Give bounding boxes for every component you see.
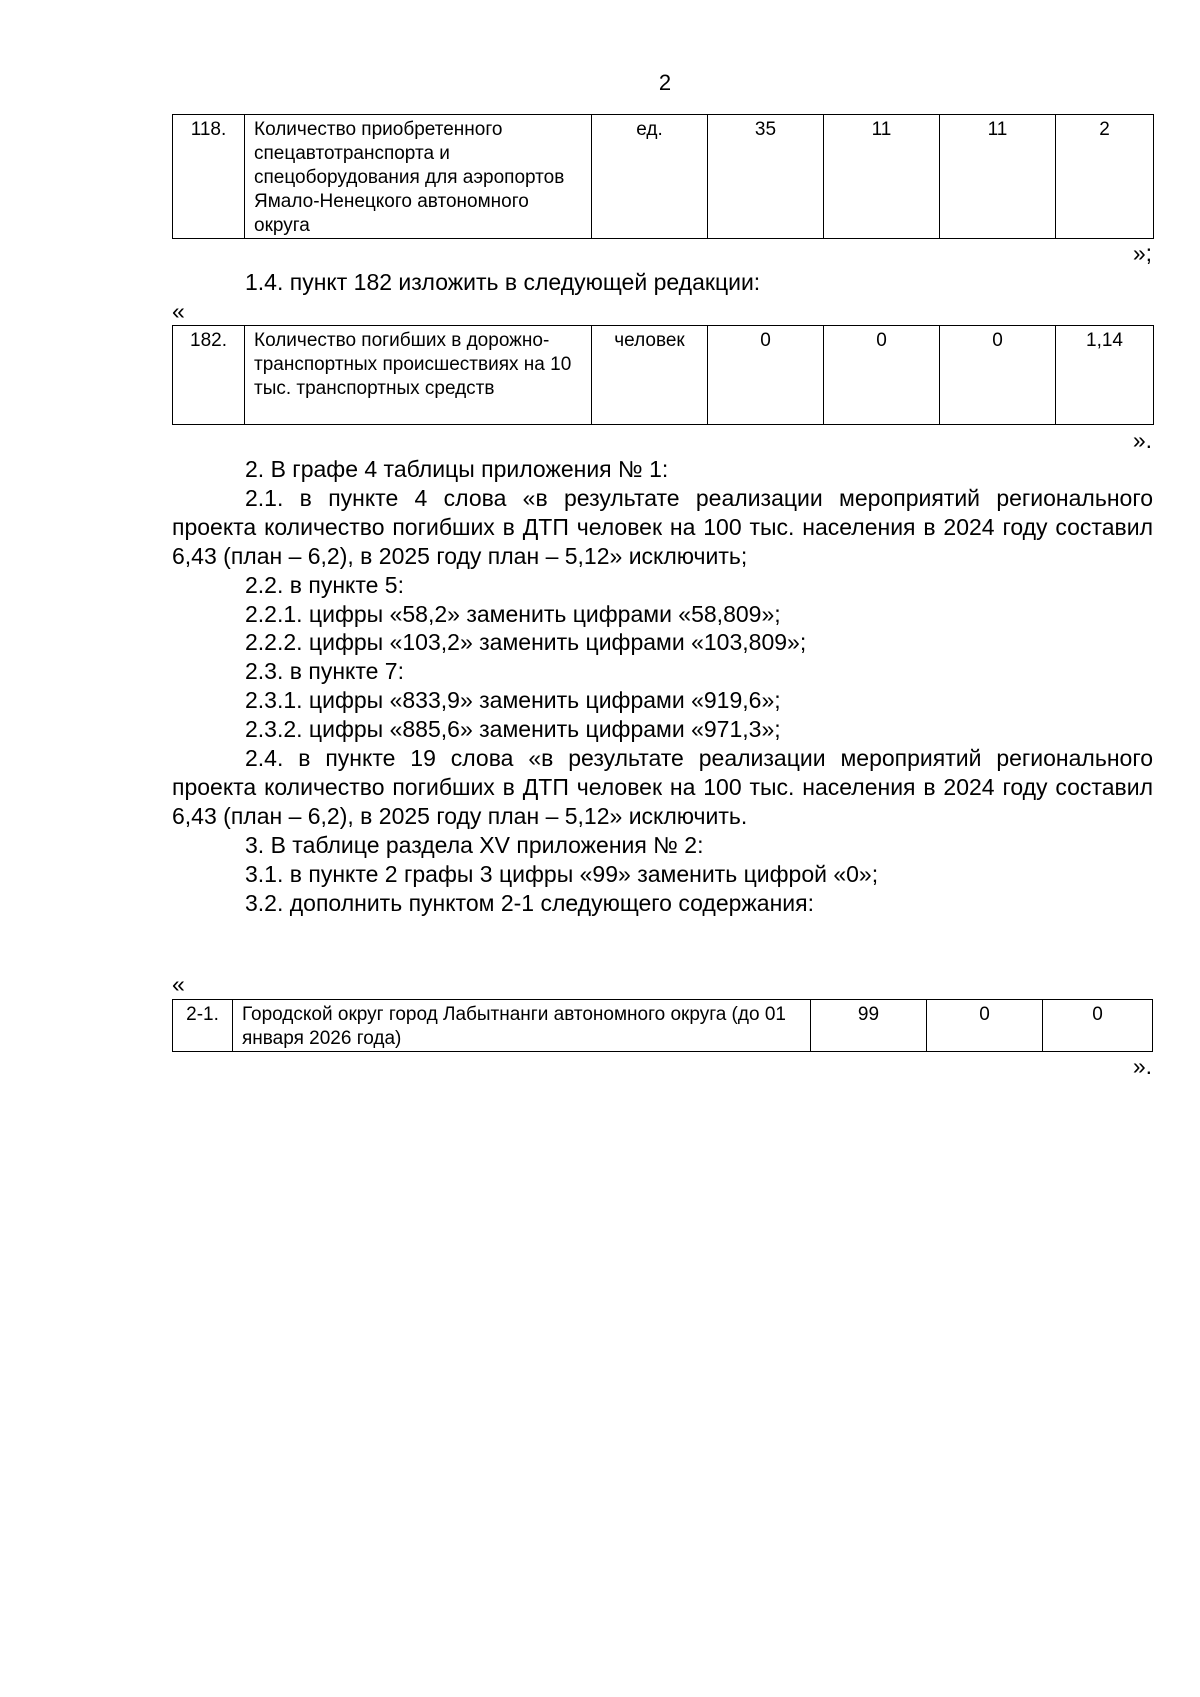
paragraph: 3. В таблице раздела XV приложения № 2: <box>245 831 704 858</box>
page-number: 2 <box>658 70 672 95</box>
closing-quote: ». <box>1132 427 1152 453</box>
paragraph: 3.1. в пункте 2 графы 3 цифры «99» заменить цифрой «0»; <box>245 860 879 887</box>
unit: человек <box>592 326 708 425</box>
value-cell: 35 <box>708 115 824 239</box>
paragraph: 2.3.2. цифры «885,6» заменить цифрами «971,3»; <box>245 716 781 743</box>
value-cell: 0 <box>927 1000 1043 1052</box>
paragraph: 2.2.1. цифры «58,2» заменить цифрами «58,809»; <box>245 600 781 627</box>
closing-quote: »; <box>1132 240 1152 266</box>
paragraph: 2.3. в пункте 7: <box>245 658 404 685</box>
amendment-text <box>172 455 1153 918</box>
indicator-table-182 <box>172 325 1154 425</box>
opening-quote: « <box>172 298 185 324</box>
value-cell: 0 <box>940 326 1056 425</box>
row-number: 118. <box>173 115 245 239</box>
table-row <box>173 1000 1153 1052</box>
row-number: 2-1. <box>173 1000 233 1052</box>
opening-quote: « <box>172 971 185 997</box>
paragraph: 2. В графе 4 таблицы приложения № 1: <box>245 456 669 482</box>
value-cell: 1,14 <box>1056 326 1154 425</box>
paragraph: 2.4. в пункте 19 слова «в результате реализации мероприятий регионального проекта количество погибших в ДТП человек на 100 тыс. населения в 2024 году составил 6,43 (план – 6,2), в 2025 году план – 5,12» исключить. <box>172 745 1153 829</box>
paragraph: 2.2. в пункте 5: <box>245 571 404 598</box>
indicator-table-118 <box>172 114 1154 239</box>
value-cell: 0 <box>1043 1000 1153 1052</box>
value-cell: 11 <box>824 115 940 239</box>
value-cell: 2 <box>1056 115 1154 239</box>
paragraph: 1.4. пункт 182 изложить в следующей редакции: <box>245 269 761 295</box>
closing-quote: ». <box>1132 1053 1152 1079</box>
table-row <box>173 326 1154 425</box>
value-cell: 0 <box>824 326 940 425</box>
value-cell: 0 <box>708 326 824 425</box>
unit: ед. <box>592 115 708 239</box>
value-cell: 99 <box>811 1000 927 1052</box>
indicator-name: Количество погибших в дорожно-транспортных происшествиях на 10 тыс. транспортных средств <box>245 326 592 425</box>
value-cell: 11 <box>940 115 1056 239</box>
instruction-1-4 <box>172 268 1153 297</box>
municipality-table <box>172 999 1153 1052</box>
row-number: 182. <box>173 326 245 425</box>
indicator-name: Количество приобретенного спецавтотранспорта и спецоборудования для аэропортов Ямало-Ненецкого автономного округа <box>245 115 592 239</box>
paragraph: 2.2.2. цифры «103,2» заменить цифрами «103,809»; <box>245 629 807 656</box>
paragraph: 3.2. дополнить пунктом 2-1 следующего содержания: <box>245 889 814 916</box>
table-row <box>173 115 1154 239</box>
paragraph: 2.3.1. цифры «833,9» заменить цифрами «919,6»; <box>245 687 781 714</box>
municipality-name: Городской округ город Лабытнанги автономного округа (до 01 января 2026 года) <box>233 1000 811 1052</box>
paragraph: 2.1. в пункте 4 слова «в результате реализации мероприятий регионального проекта количество погибших в ДТП человек на 100 тыс. населения в 2024 году составил 6,43 (план – 6,2), в 2025 году план – 5,12» исключить; <box>172 484 1153 569</box>
